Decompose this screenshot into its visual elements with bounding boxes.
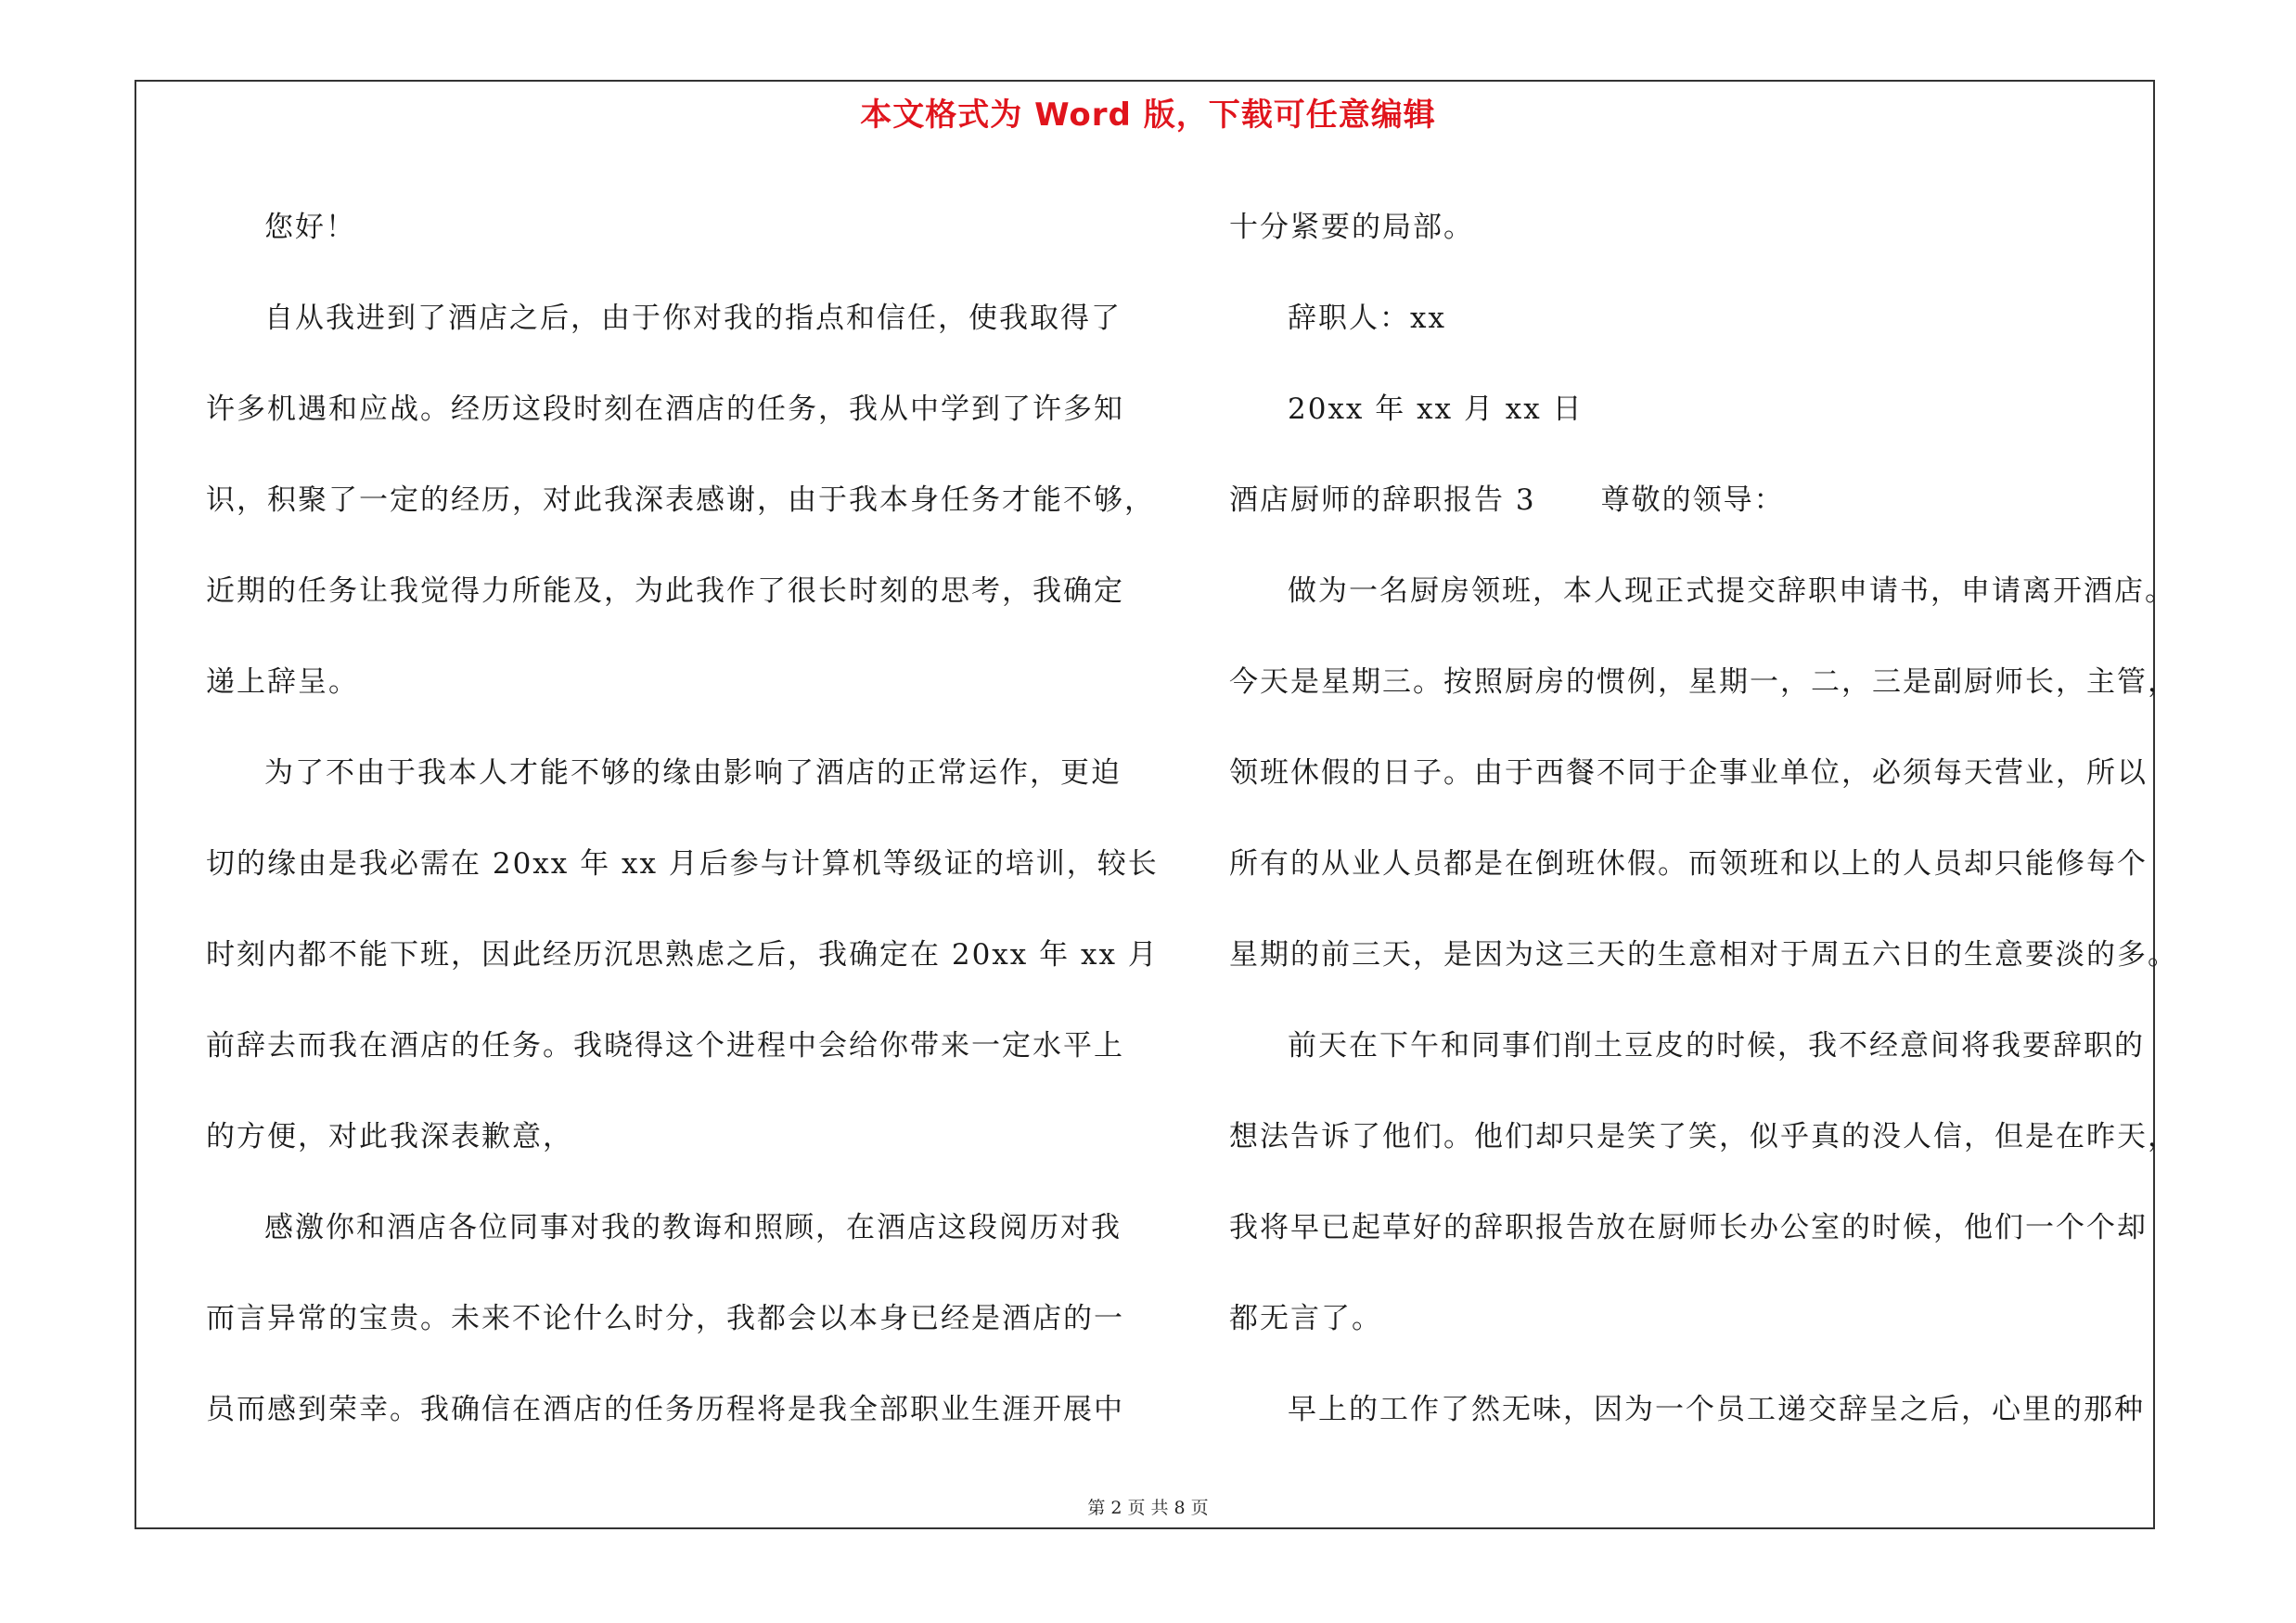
text-line: 近期的任务让我觉得力所能及，为此我作了很长时刻的思考，我确定 — [206, 574, 1124, 608]
text-line: 领班休假的日子。由于西餐不同于企事业单位，必须每天营业，所以 — [1229, 756, 2148, 790]
salutation: 尊敬的领导： — [1600, 483, 1785, 517]
text-line: 自从我进到了酒店之后，由于你对我的指点和信任，使我取得了 — [264, 302, 1122, 335]
text-line: 十分紧要的局部。 — [1229, 211, 1474, 244]
document-banner: 本文格式为 Word 版，下载可任意编辑 — [860, 97, 1436, 134]
text-line: 的方便，对此我深表歉意， — [206, 1120, 573, 1153]
text-line: 递上辞呈。 — [206, 665, 359, 699]
text-line: 我将早已起草好的辞职报告放在厨师长办公室的时候，他们一个个却 — [1229, 1211, 2148, 1244]
text-line: 都无言了。 — [1229, 1302, 1382, 1335]
text-line: 前天在下午和同事们削土豆皮的时候，我不经意间将我要辞职的 — [1288, 1029, 2145, 1063]
text-line: 前辞去而我在酒店的任务。我晓得这个进程中会给你带来一定水平上 — [206, 1029, 1124, 1063]
text-line: 时刻内都不能下班，因此经历沉思熟虑之后，我确定在 20xx 年 xx 月 — [206, 938, 1159, 972]
right-column — [1229, 182, 2178, 1455]
text-line: 辞职人：xx — [1288, 302, 1446, 335]
text-line: 切的缘由是我必需在 20xx 年 xx 月后参与计算机等级证的培训，较长 — [206, 847, 1159, 881]
text-line: 20xx 年 xx 月 xx 日 — [1288, 393, 1584, 426]
page-number: 第 2 页 共 8 页 — [1087, 1498, 1209, 1518]
text-line: 您好！ — [264, 211, 356, 244]
text-line: 员而感到荣幸。我确信在酒店的任务历程将是我全部职业生涯开展中 — [206, 1393, 1124, 1426]
text-line: 星期的前三天，是因为这三天的生意相对于周五六日的生意要淡的多。 — [1229, 938, 2178, 972]
left-column — [206, 182, 1159, 1455]
text-line: 想法告诉了他们。他们却只是笑了笑，似乎真的没人信，但是在昨天， — [1229, 1120, 2178, 1153]
text-line: 感激你和酒店各位同事对我的教诲和照顾，在酒店这段阅历对我 — [264, 1211, 1122, 1244]
text-line: 为了不由于我本人才能不够的缘由影响了酒店的正常运作，更迫 — [264, 756, 1122, 790]
text-line: 许多机遇和应战。经历这段时刻在酒店的任务，我从中学到了许多知 — [206, 393, 1124, 426]
section-heading — [1229, 455, 2166, 546]
text-line: 今天是星期三。按照厨房的惯例，星期一，二，三是副厨师长，主管， — [1229, 665, 2178, 699]
text-line: 所有的从业人员都是在倒班休假。而领班和以上的人员却只能修每个 — [1229, 847, 2148, 881]
text-line: 识，积聚了一定的经历，对此我深表感谢，由于我本身任务才能不够， — [206, 483, 1155, 517]
section-title: 酒店厨师的辞职报告 3 — [1229, 483, 1536, 517]
text-line: 而言异常的宝贵。未来不论什么时分，我都会以本身已经是酒店的一 — [206, 1302, 1124, 1335]
text-line: 做为一名厨房领班，本人现正式提交辞职申请书，申请离开酒店。 — [1288, 574, 2175, 608]
text-line: 早上的工作了然无味，因为一个员工递交辞呈之后，心里的那种 — [1288, 1393, 2145, 1426]
